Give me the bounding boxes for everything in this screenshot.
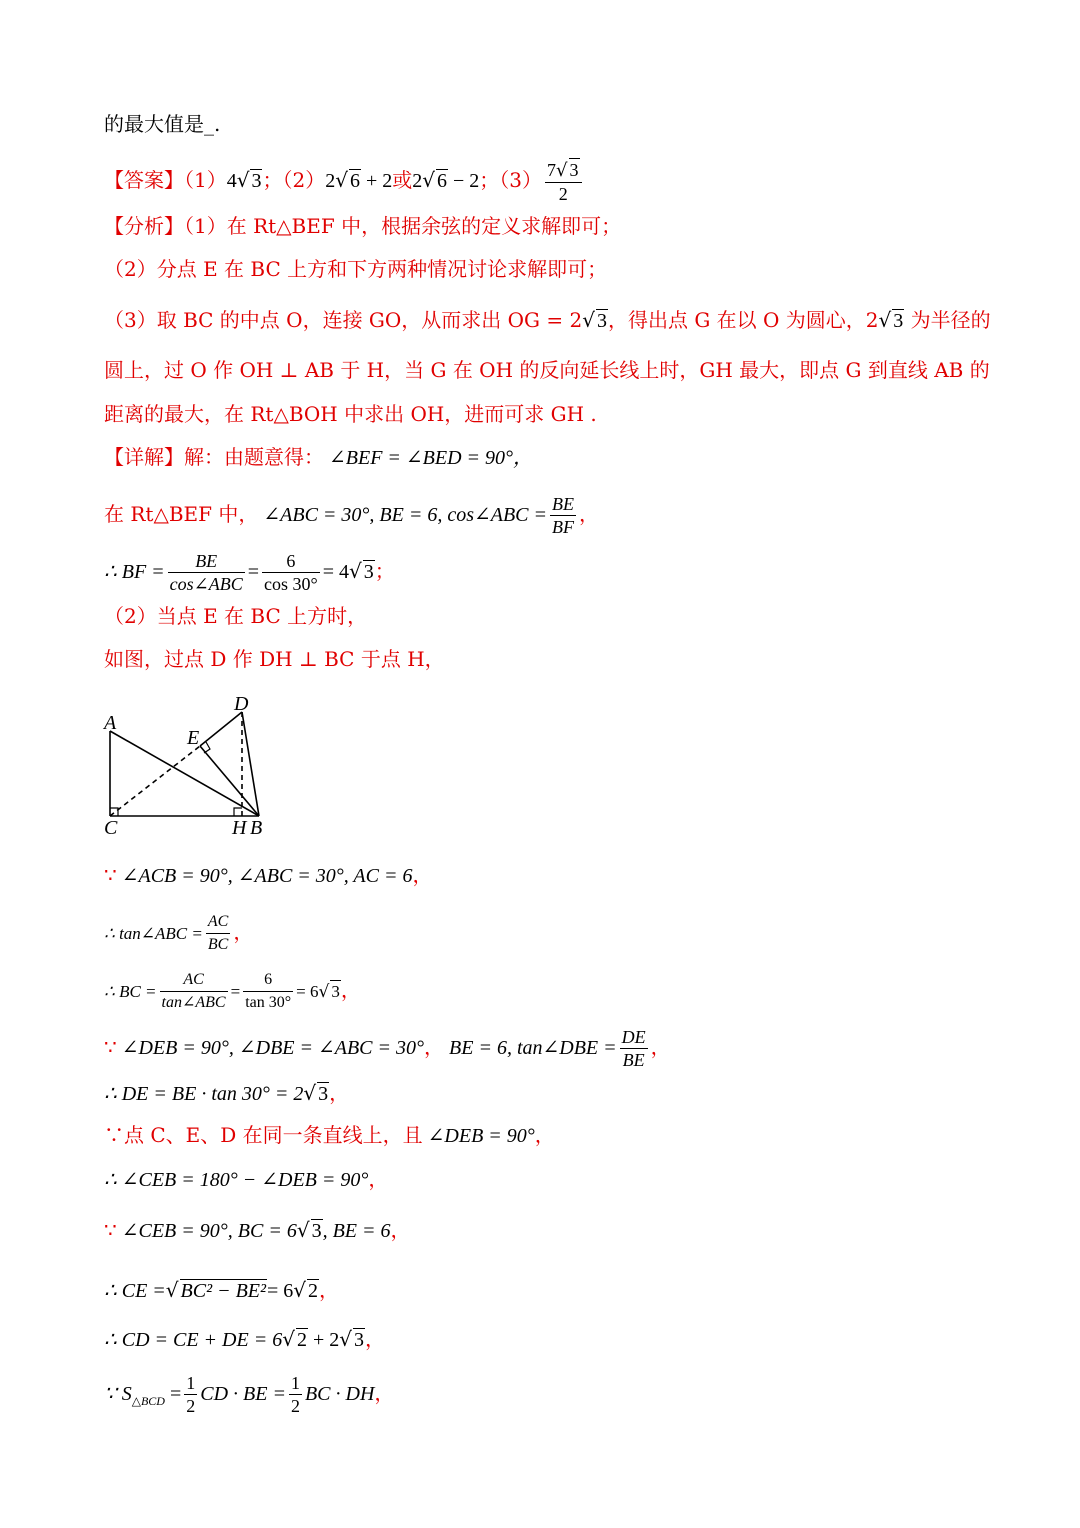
answer-tag: 【答案】	[104, 168, 184, 192]
label-A: A	[104, 712, 117, 734]
sqrt-sign: √	[878, 308, 892, 332]
fraction-numerator: 1	[290, 1373, 300, 1393]
sqrt-radicand: 3	[363, 561, 374, 583]
math-expression: ∴ tan∠ABC =	[104, 924, 203, 943]
math-expression: ∠DEB = 90°, ∠DBE = ∠ABC = 30°	[116, 1037, 425, 1059]
fraction	[545, 158, 581, 205]
detail-line-6	[104, 861, 432, 890]
text-fragment: 为半径的	[904, 308, 991, 332]
segment-DB	[242, 712, 259, 816]
label-E: E	[187, 727, 200, 749]
fraction-denominator: BE	[622, 1050, 645, 1070]
punctuation: ，	[233, 920, 254, 944]
text-fragment: 的最大值是_.	[104, 112, 221, 136]
fraction	[289, 1372, 302, 1417]
detail-line-3	[104, 550, 395, 595]
punctuation: ，	[579, 502, 600, 526]
math-expression: , BE = 6	[322, 1220, 391, 1242]
because-symbol: ∵	[104, 863, 117, 887]
punctuation: ，	[424, 1035, 445, 1059]
detail-line-12	[104, 1165, 388, 1194]
math-expression: = 6	[296, 982, 319, 1001]
fraction-numerator: 6	[243, 969, 293, 992]
detail-line-7	[104, 911, 253, 956]
math-expression: ∵ S	[104, 1383, 132, 1405]
fraction-denominator: tan∠ABC	[161, 994, 226, 1011]
text-fragment: （2）当点 E 在 BC 上方时，	[104, 604, 368, 628]
math-expression: = 4	[322, 561, 349, 583]
sqrt-radicand: 3	[569, 160, 579, 180]
punctuation: ，	[650, 1035, 671, 1059]
fraction-numerator: AC	[160, 969, 228, 992]
sqrt-sign: √	[296, 1218, 310, 1242]
label-H: H	[232, 817, 247, 839]
sqrt-sign: √	[236, 168, 250, 192]
label-D: D	[234, 693, 249, 715]
analysis-line-2	[104, 255, 607, 283]
math-expression: ∴ BC =	[104, 982, 157, 1001]
analysis-line-3	[104, 306, 991, 334]
math-subscript: △BCD	[131, 1394, 165, 1408]
detail-line-4	[104, 602, 367, 630]
answer-value: − 2	[448, 170, 480, 192]
fraction-numerator: DE	[621, 1027, 646, 1047]
sqrt-sign: √	[303, 1081, 317, 1105]
fraction-denominator: BF	[552, 517, 575, 537]
text-fragment: 在 Rt△BEF 中，	[104, 502, 259, 526]
fraction-denominator: 2	[558, 184, 568, 204]
text-line	[104, 110, 220, 138]
detail-line-11	[104, 1121, 555, 1150]
sqrt-radicand: 3	[596, 310, 607, 332]
sqrt-radicand: 6	[349, 170, 360, 192]
fraction	[243, 969, 293, 1014]
answer-value: 4	[226, 170, 237, 192]
math-operator: =	[230, 982, 241, 1001]
punctuation: ，	[365, 1327, 385, 1351]
sqrt-radicand: BC² − BE²	[180, 1280, 267, 1302]
fraction	[620, 1026, 648, 1071]
because-symbol: ∵	[104, 1035, 117, 1059]
fraction	[262, 550, 320, 595]
text-fragment: 圆上，过 O 作 OH ⊥ AB 于 H，当 G 在 OH 的反向延长线上时，GH 最大，即点 G 到直线 AB 的	[104, 358, 990, 382]
fraction-denominator: 2	[290, 1396, 300, 1416]
fraction	[550, 493, 576, 538]
answer-line	[104, 158, 585, 205]
math-expression: + 2	[307, 1329, 340, 1351]
geometry-figure	[96, 688, 286, 840]
sqrt-sign: √	[349, 559, 362, 583]
label-C: C	[104, 817, 118, 839]
math-expression: ∴ BF =	[104, 561, 165, 583]
fraction-numerator: BE	[168, 550, 245, 573]
answer-separator: ；（3）	[479, 168, 543, 192]
punctuation: ，	[412, 863, 433, 887]
punctuation: ，	[374, 1381, 395, 1405]
math-operator: =	[247, 561, 260, 583]
text-fragment: 解：由题意得：	[184, 445, 324, 469]
fraction	[184, 1372, 197, 1417]
answer-value: + 2	[360, 170, 393, 192]
segment-AB	[110, 731, 259, 816]
text-fragment: （1）在 Rt△BEF 中，根据余弦的定义求解即可；	[184, 214, 622, 238]
math-expression: ∠DEB = 90°	[422, 1125, 535, 1147]
analysis-line-4	[104, 356, 990, 384]
math-expression: BC · DH	[304, 1383, 375, 1405]
detail-line-14	[104, 1276, 339, 1305]
math-expression: CD · BE =	[200, 1383, 286, 1405]
math-expression: ∠BEF = ∠BED = 90°，	[324, 447, 534, 469]
punctuation: ；	[374, 559, 395, 583]
sqrt-sign: √	[318, 982, 330, 1002]
sqrt-radicand: 3	[354, 1329, 364, 1351]
text-fragment: （3）取 BC 的中点 O，连接 GO，从而求出 OG = 2	[104, 308, 583, 332]
segment-DE	[200, 712, 242, 746]
sqrt-sign: √	[339, 1327, 352, 1351]
fraction-numerator: 6	[262, 550, 320, 573]
sqrt-radicand: 3	[893, 310, 904, 332]
answer-value: 2	[325, 170, 336, 192]
fraction-numerator: 1	[186, 1373, 196, 1393]
sqrt-radicand: 3	[331, 982, 340, 1001]
sqrt-radicand: 3	[251, 170, 262, 192]
segment-EB	[200, 746, 259, 816]
math-expression: ∴ CE =	[104, 1280, 166, 1302]
text-fragment: ，得出点 G 在以 O 为圆心，2	[607, 308, 879, 332]
sqrt-radicand: 2	[296, 1329, 307, 1351]
detail-line-15	[104, 1325, 385, 1354]
math-expression: ∠ACB = 90°, ∠ABC = 30°, AC = 6	[116, 865, 413, 887]
detail-line-5	[104, 645, 445, 673]
answer-separator: ；（2）	[262, 168, 326, 192]
detail-line-8	[104, 969, 361, 1014]
fraction-denominator: BC	[207, 936, 229, 953]
analysis-line-1	[104, 212, 621, 240]
math-operator: =	[164, 1383, 182, 1405]
numerator-text: 7	[547, 160, 557, 180]
sqrt-sign: √	[335, 168, 348, 192]
right-angle-mark-H	[234, 808, 242, 816]
fraction-numerator	[545, 158, 581, 183]
math-expression: ∠ABC = 30°, BE = 6, cos∠ABC =	[258, 504, 548, 526]
fraction	[206, 911, 230, 956]
sqrt-radicand: 3	[318, 1083, 329, 1105]
punctuation: ，	[390, 1218, 411, 1242]
math-expression: ∴ ∠CEB = 180° − ∠DEB = 90°	[104, 1169, 369, 1191]
because-symbol: ∵	[104, 1218, 117, 1242]
answer-value: 2	[412, 170, 423, 192]
sqrt-sign: √	[582, 308, 595, 332]
sqrt-sign: √	[422, 168, 435, 192]
sqrt-sign: √	[556, 160, 568, 181]
fraction-denominator: cos∠ABC	[169, 574, 243, 594]
fraction-denominator: 2	[186, 1396, 196, 1416]
fraction-denominator: cos 30°	[264, 574, 318, 594]
math-expression: = 6	[267, 1280, 294, 1302]
detail-line-13	[104, 1216, 411, 1245]
math-expression: BE = 6, tan∠DBE =	[444, 1037, 617, 1059]
detail-tag: 【详解】	[104, 445, 184, 469]
analysis-tag: 【分析】	[104, 214, 184, 238]
sqrt-radicand: 6	[437, 170, 447, 192]
detail-line-16	[104, 1372, 394, 1417]
fraction-numerator: AC	[206, 911, 230, 934]
text-fragment: ∵点 C、E、D 在同一条直线上，且	[104, 1123, 423, 1147]
fraction	[168, 550, 245, 595]
answer-separator: 或	[392, 168, 413, 192]
math-expression: ∠CEB = 90°, BC = 6	[116, 1220, 297, 1242]
punctuation: ，	[329, 1081, 350, 1105]
detail-line-2	[104, 493, 599, 538]
text-fragment: 距离的最大，在 Rt△BOH 中求出 OH，进而可求 GH .	[104, 402, 597, 426]
fraction-denominator: tan 30°	[245, 994, 292, 1011]
punctuation: ，	[368, 1167, 389, 1191]
answer-part1-label: （1）	[184, 168, 227, 192]
label-B: B	[250, 817, 263, 839]
sqrt-radicand: 3	[311, 1220, 322, 1242]
text-fragment: 如图，过点 D 作 DH ⊥ BC 于点 H，	[104, 647, 445, 671]
sqrt-sign: √	[293, 1278, 307, 1302]
detail-line-1	[104, 443, 533, 472]
math-expression: ∴ CD = CE + DE = 6	[104, 1329, 283, 1351]
punctuation: ，	[319, 1278, 340, 1302]
sqrt-sign: √	[282, 1327, 295, 1351]
analysis-line-5	[104, 400, 597, 428]
text-fragment: （2）分点 E 在 BC 上方和下方两种情况讨论求解即可；	[104, 257, 608, 281]
fraction	[160, 969, 228, 1014]
sqrt-sign: √	[165, 1278, 179, 1302]
punctuation: ，	[534, 1123, 555, 1147]
punctuation: ，	[340, 978, 361, 1002]
sqrt-radicand: 2	[308, 1280, 319, 1302]
math-expression: ∴ DE = BE · tan 30° = 2	[104, 1083, 304, 1105]
detail-line-10	[104, 1079, 349, 1108]
fraction-numerator: BE	[552, 494, 575, 514]
detail-line-9	[104, 1026, 671, 1071]
